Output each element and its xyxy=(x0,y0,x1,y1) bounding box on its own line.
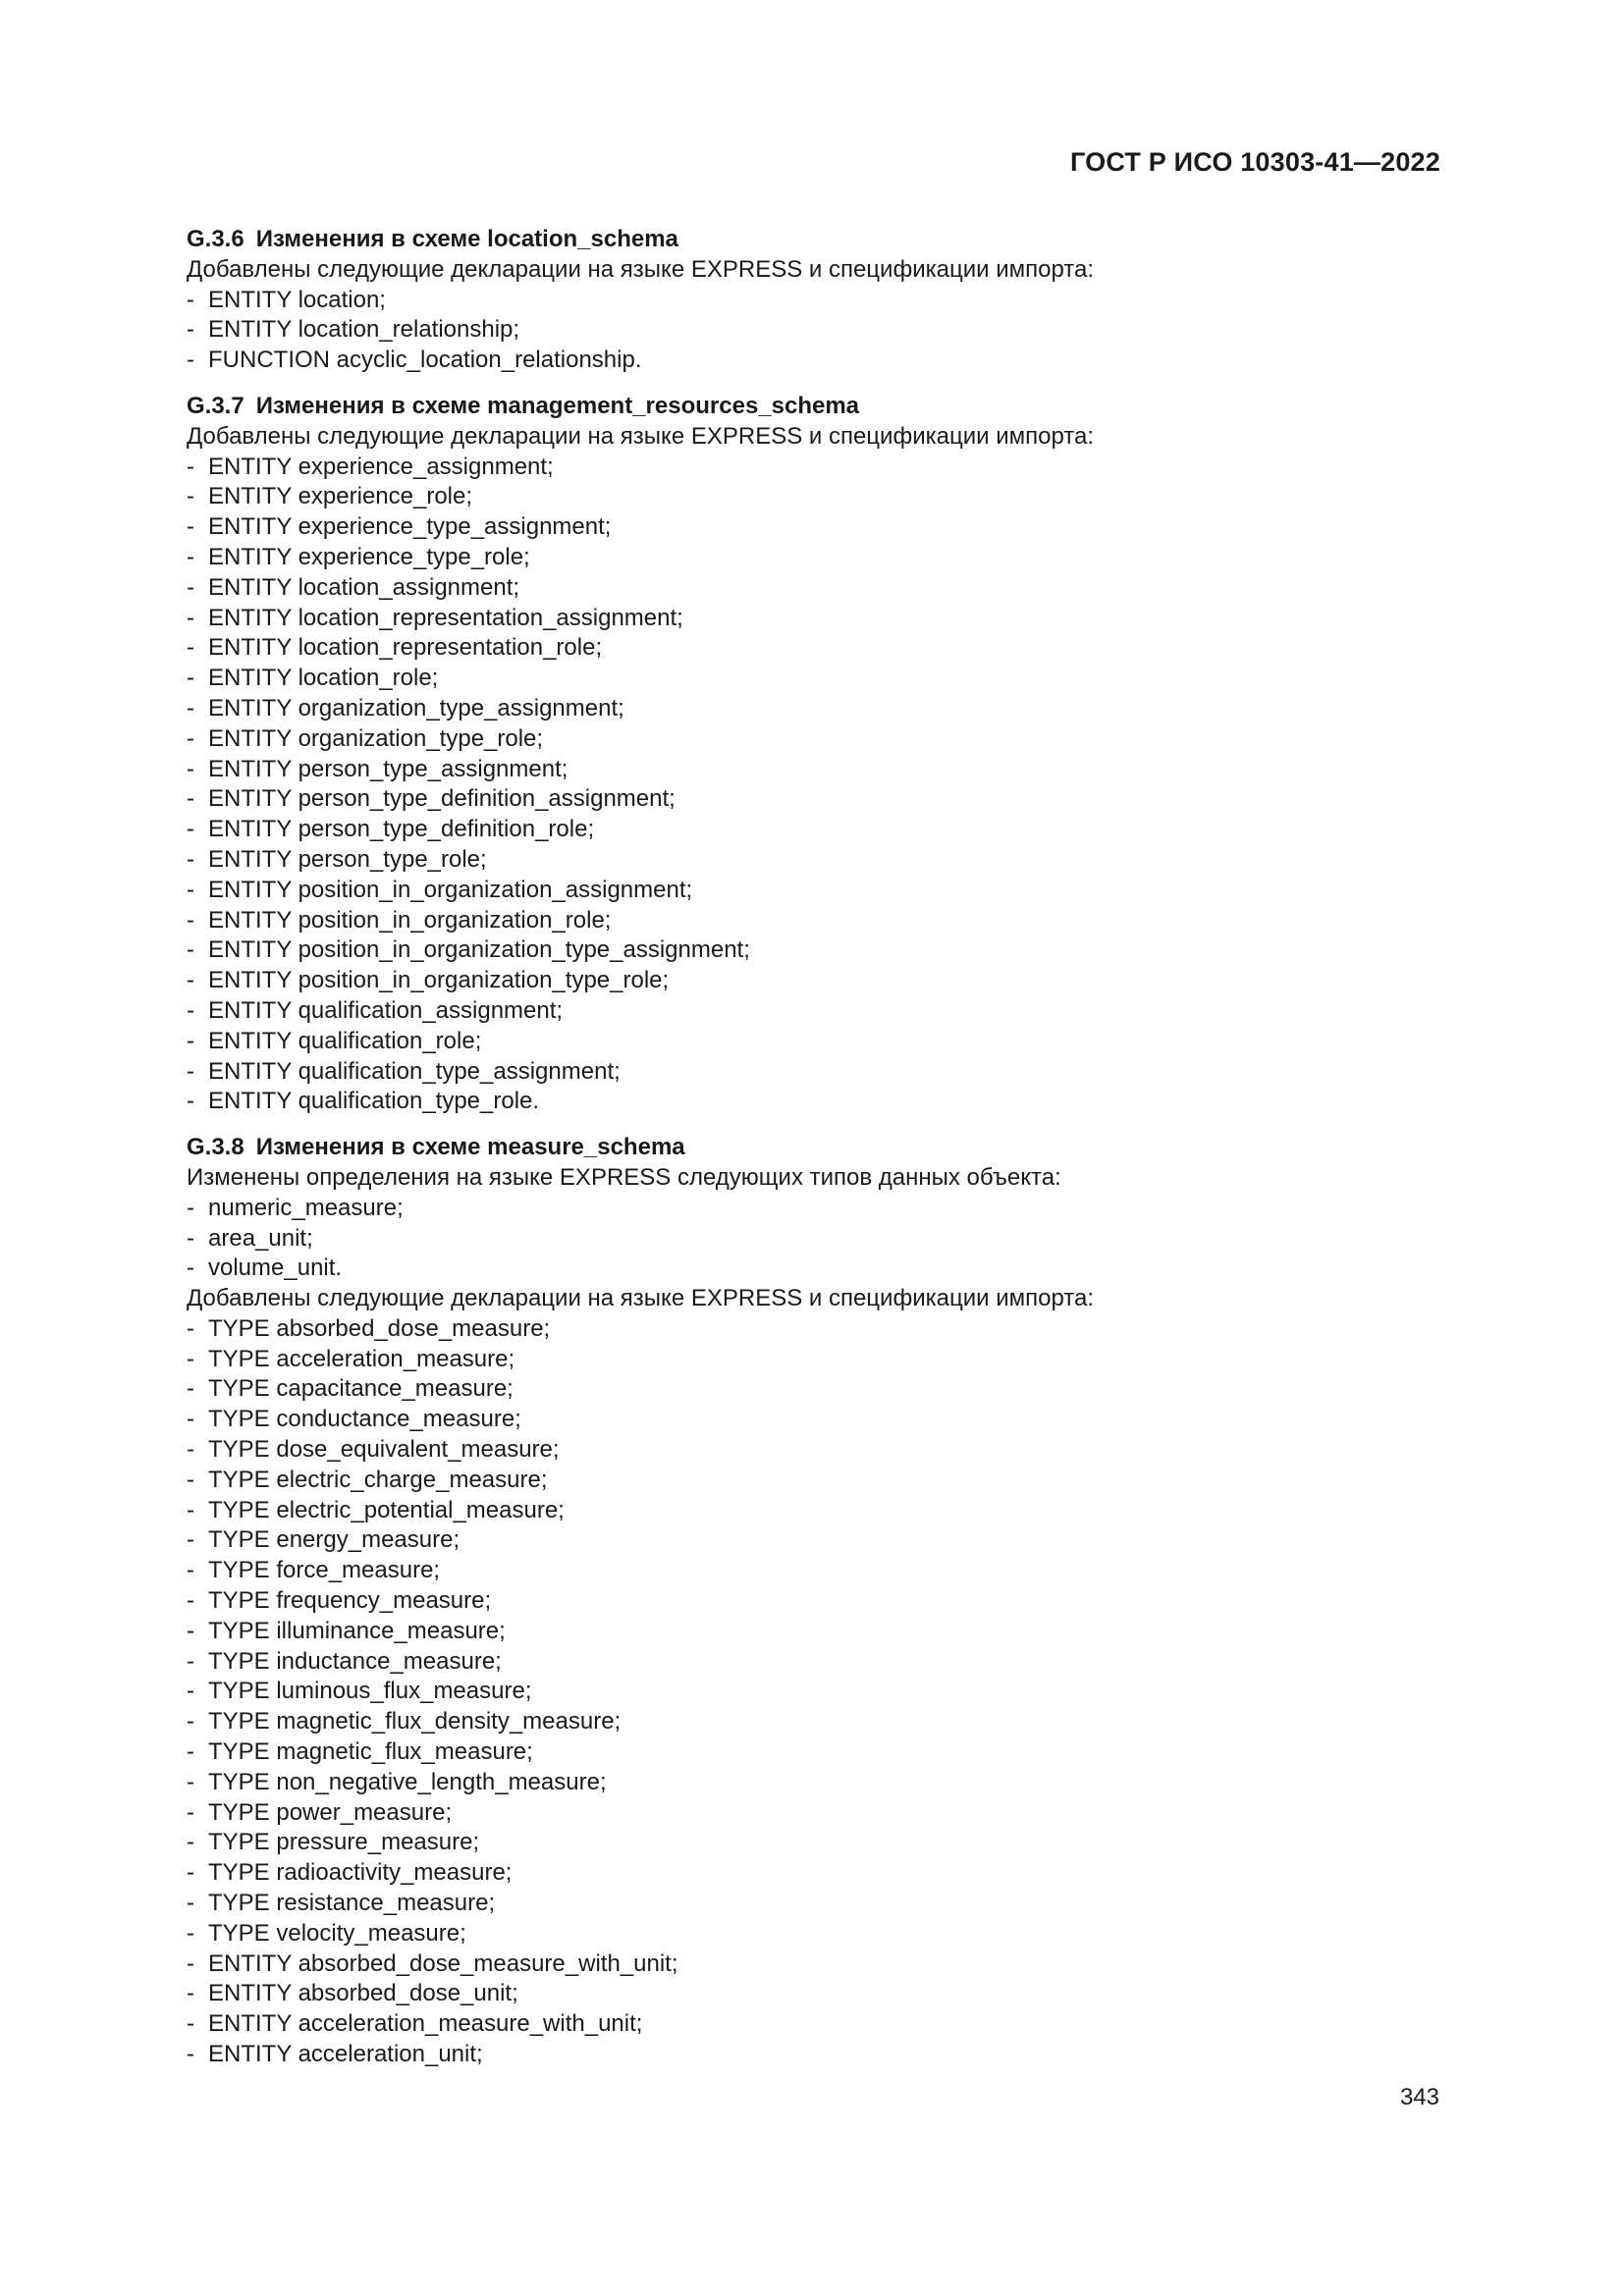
list-marker: - xyxy=(187,1375,194,1403)
list-marker: - xyxy=(187,286,194,313)
list-item-text: ENTITY person_type_definition_role; xyxy=(208,816,595,843)
list-item xyxy=(187,845,1443,876)
section-g-3-6 xyxy=(187,225,1443,376)
list-item-text: TYPE capacitance_measure; xyxy=(208,1375,514,1403)
list-item-text: ENTITY acceleration_measure_with_unit; xyxy=(208,2010,643,2038)
list-item xyxy=(187,1496,1443,1526)
block-intro: Добавлены следующие декларации на языке EXPRESS и спецификации импорта: xyxy=(187,1285,1095,1312)
list-item xyxy=(187,1828,1443,1858)
list-item xyxy=(187,784,1443,815)
list-item-text: ENTITY qualification_type_role. xyxy=(208,1088,540,1115)
list-item-text: TYPE illuminance_measure; xyxy=(208,1617,506,1644)
list-item xyxy=(187,664,1443,694)
list-marker: - xyxy=(187,967,194,994)
list-marker: - xyxy=(187,1980,194,2007)
list-marker: - xyxy=(187,316,194,344)
list-item xyxy=(187,1617,1443,1647)
list-item-text: TYPE frequency_measure; xyxy=(208,1587,492,1615)
list-marker: - xyxy=(187,665,194,692)
list-marker: - xyxy=(187,1496,194,1523)
list-item-text: ENTITY experience_type_role; xyxy=(208,543,530,570)
list-item xyxy=(187,1919,1443,1949)
list-marker: - xyxy=(187,1557,194,1584)
list-item xyxy=(187,543,1443,573)
list-marker: - xyxy=(187,634,194,662)
list-marker: - xyxy=(187,906,194,934)
section-title: Изменения в схеме management_resources_schema xyxy=(255,392,860,419)
list-item-text: ENTITY location_relationship; xyxy=(208,316,520,344)
list-item-text: ENTITY absorbed_dose_unit; xyxy=(208,1980,518,2007)
list-marker: - xyxy=(187,1617,194,1644)
list-item-text: ENTITY position_in_organization_type_assignment; xyxy=(208,936,750,964)
list-marker: - xyxy=(187,2041,194,2068)
list-marker: - xyxy=(187,1678,194,1705)
section-title: Изменения в схеме location_schema xyxy=(255,226,678,252)
list-item-text: volume_unit. xyxy=(208,1255,343,1282)
list-item xyxy=(187,1057,1443,1088)
declaration-list xyxy=(187,286,1443,376)
list-item-text: FUNCTION acyclic_location_relationship. xyxy=(208,347,642,374)
list-item-text: ENTITY acceleration_unit; xyxy=(208,2041,483,2068)
list-marker: - xyxy=(187,755,194,782)
section-heading xyxy=(187,1133,1443,1163)
list-item-text: TYPE inductance_measure; xyxy=(208,1647,502,1675)
list-marker: - xyxy=(187,604,194,631)
list-item xyxy=(187,346,1443,376)
list-item-text: TYPE electric_potential_measure; xyxy=(208,1496,565,1523)
list-item xyxy=(187,286,1443,316)
section-g-3-7 xyxy=(187,392,1443,1117)
list-item xyxy=(187,815,1443,845)
block-intro: Изменены определения на языке EXPRESS следующих типов данных объекта: xyxy=(187,1163,1061,1191)
list-item xyxy=(187,1556,1443,1586)
list-marker: - xyxy=(187,785,194,813)
declaration-list xyxy=(187,1194,1443,1284)
list-marker: - xyxy=(187,573,194,601)
list-marker: - xyxy=(187,1345,194,1372)
list-item xyxy=(187,935,1443,966)
list-marker: - xyxy=(187,543,194,570)
list-marker: - xyxy=(187,1738,194,1766)
list-item-text: TYPE luminous_flux_measure; xyxy=(208,1678,532,1705)
declaration-list xyxy=(187,453,1443,1118)
list-item xyxy=(187,1889,1443,1919)
list-item xyxy=(187,1254,1443,1284)
section-title: Изменения в схеме measure_schema xyxy=(255,1134,685,1161)
list-item-text: TYPE absorbed_dose_measure; xyxy=(208,1314,551,1342)
block-intro: Добавлены следующие декларации на языке EXPRESS и спецификации импорта: xyxy=(187,422,1095,450)
list-item xyxy=(187,1737,1443,1768)
list-item-text: ENTITY position_in_organization_assignment; xyxy=(208,876,693,903)
list-item-text: ENTITY position_in_organization_role; xyxy=(208,906,612,934)
list-item xyxy=(187,1949,1443,1980)
list-item xyxy=(187,1586,1443,1617)
list-marker: - xyxy=(187,453,194,480)
list-item-text: ENTITY experience_assignment; xyxy=(208,453,554,480)
list-item xyxy=(187,315,1443,346)
list-marker: - xyxy=(187,1768,194,1795)
list-item xyxy=(187,1194,1443,1224)
list-marker: - xyxy=(187,1890,194,1917)
list-item xyxy=(187,1087,1443,1117)
list-item xyxy=(187,755,1443,785)
list-item xyxy=(187,512,1443,543)
list-marker: - xyxy=(187,1224,194,1252)
list-marker: - xyxy=(187,1859,194,1887)
list-item xyxy=(187,1768,1443,1798)
list-item xyxy=(187,1405,1443,1435)
list-item xyxy=(187,573,1443,604)
list-marker: - xyxy=(187,936,194,964)
list-item xyxy=(187,2009,1443,2040)
list-item xyxy=(187,1647,1443,1678)
list-item xyxy=(187,1345,1443,1375)
list-marker: - xyxy=(187,724,194,752)
list-marker: - xyxy=(187,694,194,721)
list-item-text: ENTITY location_role; xyxy=(208,665,439,692)
list-item xyxy=(187,1707,1443,1737)
list-item-text: ENTITY person_type_role; xyxy=(208,845,487,873)
list-item-text: TYPE non_negative_length_measure; xyxy=(208,1768,607,1795)
list-marker: - xyxy=(187,1798,194,1826)
list-marker: - xyxy=(187,1587,194,1615)
list-marker: - xyxy=(187,1466,194,1493)
list-item xyxy=(187,876,1443,906)
list-item-text: numeric_measure; xyxy=(208,1194,404,1221)
list-item xyxy=(187,1979,1443,2009)
list-item xyxy=(187,1224,1443,1255)
list-item-text: ENTITY person_type_definition_assignment; xyxy=(208,785,676,813)
list-marker: - xyxy=(187,1949,194,1977)
list-item-text: ENTITY experience_role; xyxy=(208,483,473,510)
section-g-3-8 xyxy=(187,1133,1443,2070)
list-marker: - xyxy=(187,347,194,374)
list-item xyxy=(187,1374,1443,1405)
list-item-text: ENTITY qualification_assignment; xyxy=(208,996,564,1024)
list-marker: - xyxy=(187,483,194,510)
list-marker: - xyxy=(187,1829,194,1856)
document-header: ГОСТ Р ИСО 10303-41—2022 xyxy=(1070,147,1440,177)
list-item-text: TYPE electric_charge_measure; xyxy=(208,1466,548,1493)
list-marker: - xyxy=(187,1314,194,1342)
list-item-text: ENTITY position_in_organization_type_role; xyxy=(208,967,670,994)
list-item xyxy=(187,1798,1443,1829)
list-item-text: ENTITY qualification_role; xyxy=(208,1027,482,1054)
list-item-text: ENTITY location_representation_role; xyxy=(208,634,603,662)
list-item xyxy=(187,1435,1443,1466)
list-item xyxy=(187,906,1443,936)
list-item xyxy=(187,1466,1443,1496)
list-item xyxy=(187,1525,1443,1556)
list-item-text: ENTITY location; xyxy=(208,286,386,313)
list-marker: - xyxy=(187,1436,194,1464)
section-number: G.3.6 xyxy=(187,226,244,252)
list-marker: - xyxy=(187,1919,194,1947)
list-item-text: area_unit; xyxy=(208,1224,313,1252)
list-item-text: ENTITY absorbed_dose_measure_with_unit; xyxy=(208,1949,678,1977)
document-body xyxy=(187,225,1443,2070)
page-number: 343 xyxy=(1399,2084,1439,2110)
list-item-text: TYPE resistance_measure; xyxy=(208,1890,496,1917)
list-item-text: ENTITY location_assignment; xyxy=(208,573,520,601)
list-marker: - xyxy=(187,1088,194,1115)
list-marker: - xyxy=(187,2010,194,2038)
list-marker: - xyxy=(187,1406,194,1433)
list-marker: - xyxy=(187,1526,194,1554)
list-item xyxy=(187,1314,1443,1345)
list-marker: - xyxy=(187,1647,194,1675)
list-item-text: TYPE energy_measure; xyxy=(208,1526,460,1554)
list-item-text: TYPE force_measure; xyxy=(208,1557,441,1584)
list-item-text: TYPE radioactivity_measure; xyxy=(208,1859,513,1887)
list-item xyxy=(187,966,1443,996)
list-item xyxy=(187,1858,1443,1889)
section-heading xyxy=(187,225,1443,255)
list-item xyxy=(187,633,1443,664)
list-item-text: ENTITY experience_type_assignment; xyxy=(208,513,612,541)
list-item xyxy=(187,453,1443,483)
list-item-text: TYPE pressure_measure; xyxy=(208,1829,480,1856)
section-heading xyxy=(187,392,1443,422)
list-marker: - xyxy=(187,1255,194,1282)
list-item xyxy=(187,2040,1443,2070)
list-item xyxy=(187,482,1443,512)
list-item-text: ENTITY location_representation_assignment; xyxy=(208,604,683,631)
block-intro: Добавлены следующие декларации на языке EXPRESS и спецификации импорта: xyxy=(187,255,1095,283)
list-item xyxy=(187,724,1443,755)
list-item-text: ENTITY organization_type_role; xyxy=(208,724,544,752)
list-item-text: ENTITY person_type_assignment; xyxy=(208,755,568,782)
list-item-text: TYPE magnetic_flux_density_measure; xyxy=(208,1708,622,1735)
list-item xyxy=(187,604,1443,634)
list-item-text: ENTITY qualification_type_assignment; xyxy=(208,1057,621,1085)
list-item-text: TYPE conductance_measure; xyxy=(208,1406,521,1433)
list-item-text: TYPE dose_equivalent_measure; xyxy=(208,1436,560,1464)
list-item-text: TYPE power_measure; xyxy=(208,1798,453,1826)
list-marker: - xyxy=(187,1057,194,1085)
list-item-text: TYPE acceleration_measure; xyxy=(208,1345,515,1372)
section-number: G.3.8 xyxy=(187,1134,244,1161)
list-marker: - xyxy=(187,513,194,541)
section-number: G.3.7 xyxy=(187,392,244,419)
list-marker: - xyxy=(187,1027,194,1054)
list-marker: - xyxy=(187,876,194,903)
list-marker: - xyxy=(187,1194,194,1221)
list-item xyxy=(187,694,1443,724)
list-item-text: TYPE velocity_measure; xyxy=(208,1919,466,1947)
list-marker: - xyxy=(187,1708,194,1735)
list-item xyxy=(187,996,1443,1027)
list-marker: - xyxy=(187,996,194,1024)
list-item-text: TYPE magnetic_flux_measure; xyxy=(208,1738,533,1766)
list-marker: - xyxy=(187,816,194,843)
list-item xyxy=(187,1027,1443,1057)
list-marker: - xyxy=(187,845,194,873)
declaration-list xyxy=(187,1314,1443,2070)
list-item-text: ENTITY organization_type_assignment; xyxy=(208,694,624,721)
list-item xyxy=(187,1677,1443,1707)
